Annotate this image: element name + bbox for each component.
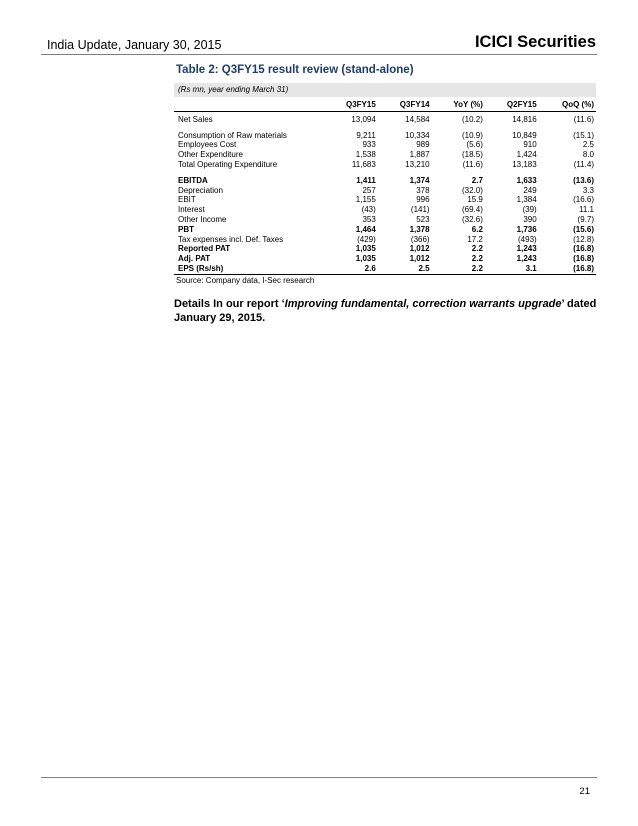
table-cell: 257 (362, 185, 376, 195)
table-cell: 1,243 (516, 254, 537, 264)
table-cell: (10.2) (461, 114, 483, 124)
table-cell: 933 (362, 140, 376, 150)
table-cell: (11.4) (573, 159, 594, 169)
table-title: Table 2: Q3FY15 result review (stand-alone) (176, 64, 414, 76)
table-cell: 1,035 (355, 254, 376, 264)
row-label: Other Income (178, 214, 227, 224)
table-cell: 1,633 (516, 175, 537, 185)
table-row (174, 176, 596, 186)
table-cell: 11.1 (579, 205, 594, 215)
table-cell: 1,464 (355, 224, 376, 234)
page-number: 21 (579, 786, 590, 797)
table-row (174, 150, 596, 160)
table-cell: 1,374 (409, 175, 430, 185)
column-header: Q3FY14 (378, 97, 432, 111)
table-cell: (493) (518, 234, 537, 244)
results-table-container (174, 83, 596, 285)
table-row (174, 205, 596, 215)
table-cell: 1,012 (409, 254, 430, 264)
report-title: Improving fundamental, correction warrants upgrade (284, 298, 562, 310)
table-unit-note: (Rs mn, year ending March 31) (174, 83, 596, 97)
header-divider (41, 54, 597, 55)
table-cell: 2.2 (471, 244, 483, 254)
table-cell: (366) (410, 234, 430, 244)
table-cell: 1,012 (409, 244, 430, 254)
table-cell: (5.6) (466, 140, 483, 150)
table-cell: 989 (416, 140, 430, 150)
row-label: Tax expenses incl. Def. Taxes (178, 234, 284, 244)
table-row (174, 215, 596, 225)
table-cell: (32.0) (461, 185, 483, 195)
footer-divider (41, 777, 597, 778)
table-row (174, 254, 596, 264)
table-row (174, 264, 596, 274)
header-report-date: India Update, January 30, 2015 (47, 38, 222, 52)
table-cell: 13,094 (351, 114, 376, 124)
table-cell: 1,736 (516, 224, 537, 234)
details-paragraph (174, 297, 604, 325)
row-label: Total Operating Expenditure (178, 159, 278, 169)
table-cell: (11.6) (573, 114, 594, 124)
table-row (174, 235, 596, 245)
table-cell: (9.7) (577, 214, 594, 224)
table-cell: (16.8) (539, 264, 596, 274)
table-cell: (43) (361, 205, 376, 215)
table-cell: (15.6) (573, 224, 594, 234)
column-header: QoQ (%) (539, 97, 596, 111)
table-cell: 15.9 (467, 195, 483, 205)
row-label: Adj. PAT (178, 254, 211, 264)
table-row (174, 131, 596, 141)
table-cell: 2.5 (582, 140, 594, 150)
column-header: Q3FY15 (324, 97, 378, 111)
table-cell: 1,378 (409, 224, 430, 234)
table-cell: 1,411 (356, 175, 376, 185)
table-cell: 1,243 (516, 244, 537, 254)
results-table (174, 97, 596, 275)
table-cell: (10.9) (461, 130, 483, 140)
table-header-row (174, 97, 596, 111)
table-cell: 11,683 (351, 159, 376, 169)
table-row (174, 160, 596, 170)
table-cell: 17.2 (467, 234, 483, 244)
table-cell: (15.1) (573, 130, 594, 140)
column-header: YoY (%) (432, 97, 485, 111)
table-cell: 523 (416, 214, 430, 224)
table-row (174, 195, 596, 205)
table-row (174, 225, 596, 235)
column-header: Q2FY15 (485, 97, 539, 111)
table-cell: 1,887 (409, 150, 430, 160)
table-cell: (11.6) (462, 159, 483, 169)
header-brand: ICICI Securities (474, 33, 596, 51)
table-cell: (39) (522, 205, 537, 215)
row-label: Reported PAT (178, 244, 231, 254)
table-cell: 2.7 (471, 175, 483, 185)
table-cell: (429) (357, 234, 376, 244)
row-label: Net Sales (178, 114, 213, 124)
table-cell: 249 (523, 185, 537, 195)
table-cell: (16.6) (573, 195, 594, 205)
table-source-note: Source: Company data, I-Sec research (176, 275, 315, 285)
table-cell: 14,584 (405, 114, 430, 124)
table-cell: (141) (410, 205, 430, 215)
table-cell: 13,183 (512, 159, 537, 169)
table-body (174, 111, 596, 274)
table-cell: 1,155 (355, 195, 376, 205)
table-cell: 9,211 (356, 130, 376, 140)
row-label: Employees Cost (178, 140, 237, 150)
row-label: EBITDA (178, 175, 208, 185)
table-cell: 2.2 (471, 254, 483, 264)
row-label: PBT (178, 224, 194, 234)
details-suffix: ’ dated January 29, 2015. (174, 298, 597, 324)
table-cell: (32.6) (461, 214, 483, 224)
details-prefix: Details In our report ‘ (174, 298, 285, 310)
table-cell: 353 (362, 214, 376, 224)
table-row (174, 186, 596, 196)
table-cell: (16.8) (573, 244, 594, 254)
table-row (174, 244, 596, 254)
table-row (174, 140, 596, 150)
table-cell: 378 (416, 185, 430, 195)
table-cell: 390 (523, 214, 537, 224)
table-cell: 2.6 (324, 264, 378, 274)
row-label: Other Expenditure (178, 150, 243, 160)
table-cell: (16.8) (573, 254, 594, 264)
table-cell: 2.5 (378, 264, 432, 274)
table-cell: (18.5) (461, 150, 483, 160)
table-cell: 1,035 (355, 244, 376, 254)
table-cell: 14,816 (512, 114, 537, 124)
table-cell: (13.6) (573, 175, 594, 185)
table-cell: 1,384 (516, 195, 537, 205)
table-row (174, 115, 596, 125)
row-label: Interest (178, 205, 205, 215)
table-cell: 2.2 (432, 264, 485, 274)
table-cell: 10,334 (405, 130, 430, 140)
table-cell: (12.8) (573, 234, 594, 244)
table-cell: 1,538 (355, 150, 376, 160)
column-header (174, 97, 324, 111)
table-cell: 996 (416, 195, 430, 205)
row-label: Depreciation (178, 185, 223, 195)
table-cell: 3.1 (485, 264, 539, 274)
table-cell: 910 (523, 140, 537, 150)
row-label: Consumption of Raw materials (178, 130, 287, 140)
row-label: EBIT (178, 195, 196, 205)
table-cell: 6.2 (471, 224, 483, 234)
table-cell: 3.3 (582, 185, 594, 195)
table-cell: 10,849 (512, 130, 537, 140)
table-cell: 8.0 (582, 150, 594, 160)
table-cell: (69.4) (461, 205, 483, 215)
table-cell: 13,210 (405, 159, 430, 169)
table-cell: 1,424 (516, 150, 537, 160)
row-label: EPS (Rs/sh) (174, 264, 324, 274)
